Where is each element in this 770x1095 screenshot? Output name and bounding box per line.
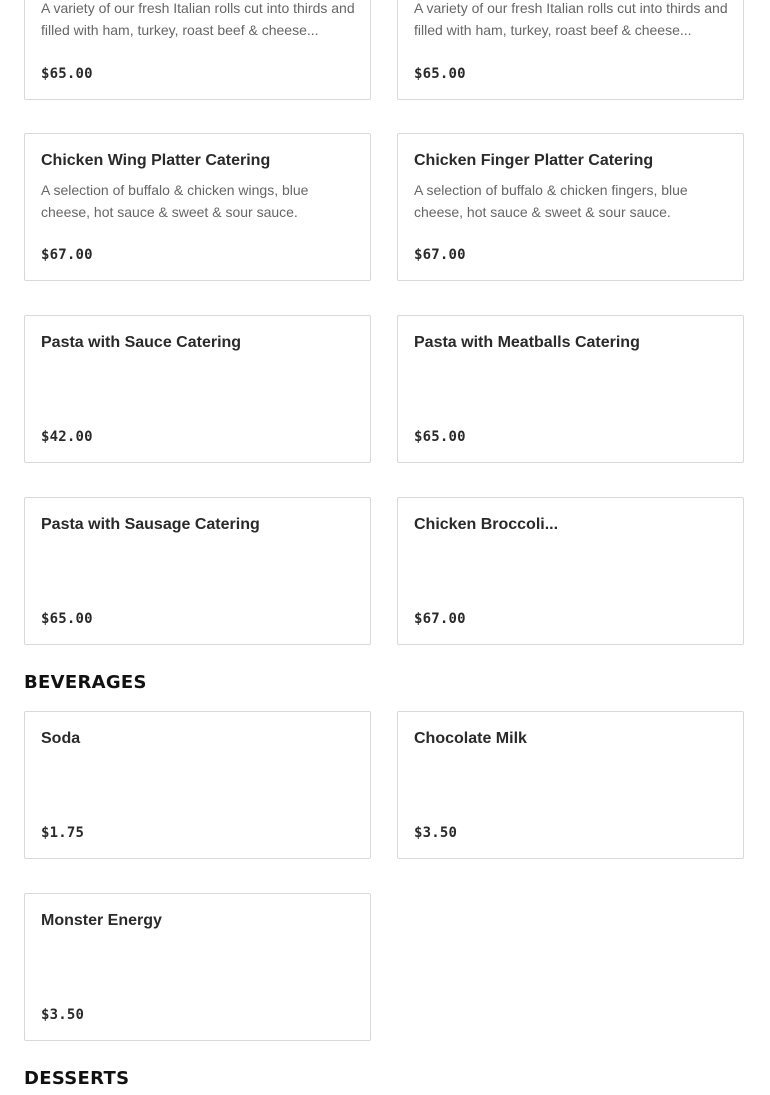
section-heading-desserts: DESSERTS bbox=[24, 1068, 130, 1089]
menu-item-price: $3.50 bbox=[414, 825, 458, 841]
menu-item-price: $65.00 bbox=[414, 429, 466, 445]
menu-item-description: A selection of buffalo & chicken wings, blue cheese, hot sauce & sweet & sour sauce. bbox=[41, 182, 309, 220]
menu-item-card[interactable] bbox=[397, 711, 744, 859]
menu-item-card[interactable] bbox=[397, 133, 744, 281]
menu-item-card[interactable] bbox=[24, 0, 371, 100]
menu-item-name: Pasta with Sauce Catering bbox=[41, 334, 242, 351]
menu-item-card[interactable] bbox=[24, 497, 371, 645]
menu-item-price: $1.75 bbox=[41, 825, 85, 841]
menu-item-price: $67.00 bbox=[414, 247, 466, 263]
menu-item-name: Chicken Wing Platter Catering bbox=[41, 152, 271, 169]
menu-item-card[interactable] bbox=[24, 133, 371, 281]
menu-item-name: Monster Energy bbox=[41, 912, 162, 929]
menu-item-name: Soda bbox=[41, 730, 81, 747]
menu-item-price: $65.00 bbox=[41, 611, 93, 627]
menu-item-card[interactable] bbox=[24, 893, 371, 1041]
menu-item-name: Pasta with Meatballs Catering bbox=[414, 334, 640, 351]
menu-item-card[interactable] bbox=[397, 0, 744, 100]
menu-item-name: Chicken Finger Platter Catering bbox=[414, 152, 654, 169]
menu-item-price: $65.00 bbox=[41, 66, 93, 82]
menu-item-card[interactable] bbox=[24, 315, 371, 463]
menu-item-card[interactable] bbox=[24, 711, 371, 859]
menu-item-price: $42.00 bbox=[41, 429, 93, 445]
section-heading-beverages: BEVERAGES bbox=[24, 672, 147, 693]
menu-item-name: Chicken Broccoli... bbox=[414, 516, 559, 533]
menu-item-name: Pasta with Sausage Catering bbox=[41, 516, 260, 533]
menu-item-name: Chocolate Milk bbox=[414, 730, 527, 747]
menu-item-price: $3.50 bbox=[41, 1007, 85, 1023]
menu-item-card[interactable] bbox=[397, 497, 744, 645]
menu-item-price: $67.00 bbox=[414, 611, 466, 627]
menu-item-description: A variety of our fresh Italian rolls cut into thirds and filled with ham, turkey, roast beef & cheese... bbox=[41, 0, 355, 38]
menu-item-description: A selection of buffalo & chicken fingers, blue cheese, hot sauce & sweet & sour sauce. bbox=[414, 182, 688, 220]
menu-item-price: $67.00 bbox=[41, 247, 93, 263]
menu-item-description: A variety of our fresh Italian rolls cut into thirds and filled with ham, turkey, roast beef & cheese... bbox=[414, 0, 728, 38]
menu-item-card[interactable] bbox=[397, 315, 744, 463]
menu-item-price: $65.00 bbox=[414, 66, 466, 82]
